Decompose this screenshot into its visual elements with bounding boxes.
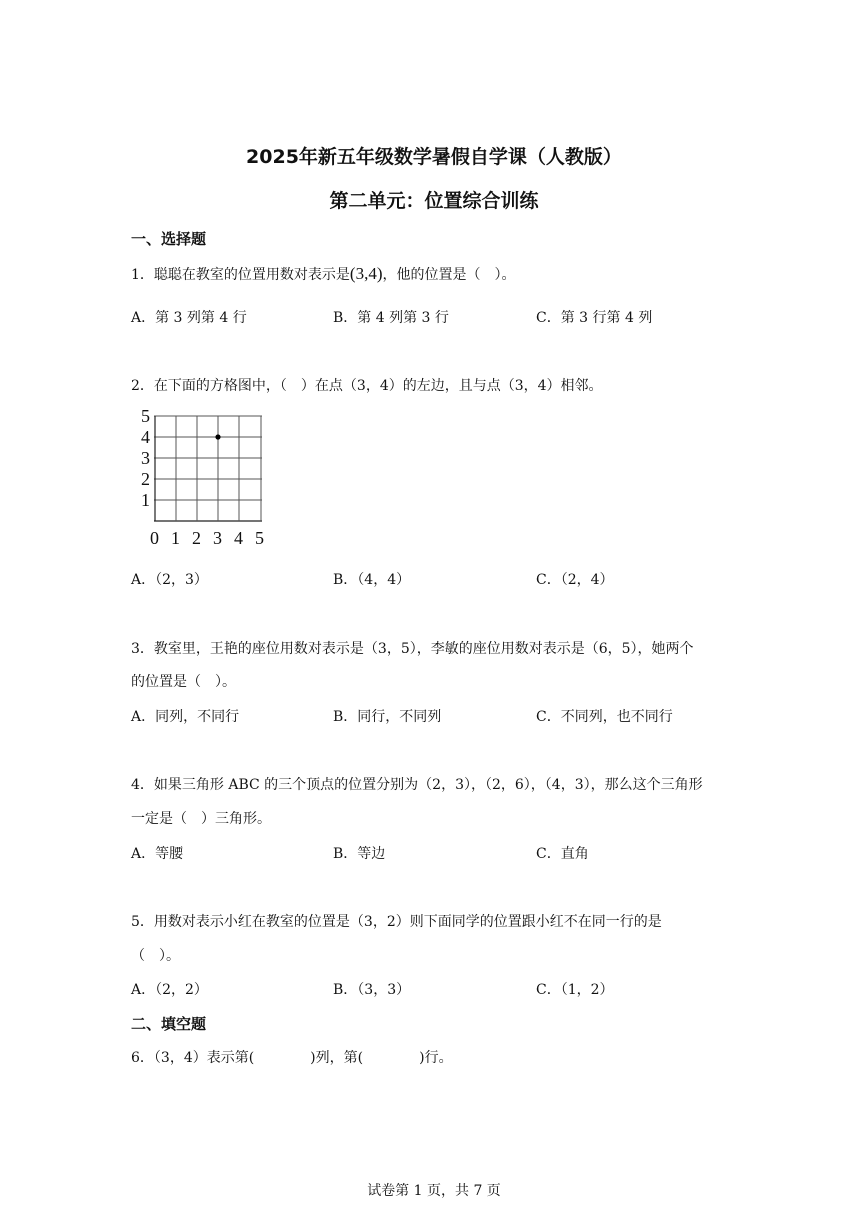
question-1-option-b[interactable]: B．第 4 列第 3 行 — [333, 310, 449, 326]
section-heading-fill: 二、填空题 — [131, 1015, 207, 1033]
question-1-option-c[interactable]: C．第 3 行第 4 列 — [536, 310, 653, 326]
grid-x-label-2: 2 — [192, 528, 201, 548]
question-3-option-a[interactable]: A．同列，不同行 — [131, 709, 240, 725]
question-4-stem-line2: 一定是（ ）三角形。 — [131, 811, 271, 827]
grid-y-label-5: 5 — [141, 408, 150, 426]
grid-y-label-1: 1 — [141, 490, 150, 510]
question-4-stem-line1: 4．如果三角形 ABC 的三个顶点的位置分别为（2，3），（2，6），（4，3），那么这个三角形 — [131, 777, 703, 793]
question-4-option-c[interactable]: C．直角 — [536, 846, 589, 862]
question-5-option-b[interactable]: B．（3，3） — [333, 982, 411, 998]
question-1-stem-tail: ，他的位置是（ ）。 — [382, 267, 516, 283]
page-subtitle: 第二单元：位置综合训练 — [329, 190, 539, 212]
question-3-option-c[interactable]: C．不同列，也不同行 — [536, 709, 673, 725]
question-2-option-a[interactable]: A．（2，3） — [131, 572, 208, 588]
question-5-stem-line2: （ ）。 — [131, 948, 180, 964]
question-3-stem-line1: 3．教室里，王艳的座位用数对表示是（3，5），李敏的座位用数对表示是（6，5），她两个 — [131, 641, 694, 657]
question-2-option-b[interactable]: B．（4，4） — [333, 572, 411, 588]
question-5-option-c[interactable]: C．（1，2） — [536, 982, 614, 998]
question-5-option-a[interactable]: A．（2，2） — [131, 982, 208, 998]
page-title: 2025年新五年级数学暑假自学课（人教版） — [246, 146, 622, 168]
question-3-stem-line2: 的位置是（ ）。 — [131, 674, 236, 690]
grid-x-label-4: 4 — [234, 528, 243, 548]
page-footer: 试卷第 1 页，共 7 页 — [367, 1183, 501, 1199]
question-6-stem: 6．（3，4）表示第( )列，第( )行。 — [131, 1050, 453, 1066]
question-1-pair: (3,4) — [349, 264, 383, 283]
coordinate-grid — [130, 408, 280, 550]
grid-y-label-3: 3 — [141, 448, 150, 468]
question-1-option-a[interactable]: A．第 3 列第 4 行 — [131, 310, 247, 326]
grid-y-label-4: 4 — [141, 427, 150, 447]
question-2-stem: 2．在下面的方格图中，（ ）在点（3，4）的左边，且与点（3，4）相邻。 — [131, 378, 603, 394]
grid-x-label-5: 5 — [255, 528, 264, 548]
question-2-option-c[interactable]: C．（2，4） — [536, 572, 614, 588]
question-1-stem — [131, 264, 516, 284]
grid-x-label-3: 3 — [213, 528, 222, 548]
section-heading-choice: 一、选择题 — [131, 230, 207, 248]
question-5-stem-line1: 5．用数对表示小红在教室的位置是（3，2）则下面同学的位置跟小红不在同一行的是 — [131, 914, 662, 930]
grid-x-label-0: 0 — [150, 528, 159, 548]
grid-point — [215, 434, 220, 439]
question-4-option-b[interactable]: B．等边 — [333, 846, 386, 862]
question-4-option-a[interactable]: A．等腰 — [131, 846, 184, 862]
grid-lines — [154, 416, 262, 521]
grid-x-label-1: 1 — [171, 528, 180, 548]
question-3-option-b[interactable]: B．同行，不同列 — [333, 709, 442, 725]
grid-y-label-2: 2 — [141, 469, 150, 489]
question-1-stem-text: 1．聪聪在教室的位置用数对表示是 — [131, 267, 350, 283]
